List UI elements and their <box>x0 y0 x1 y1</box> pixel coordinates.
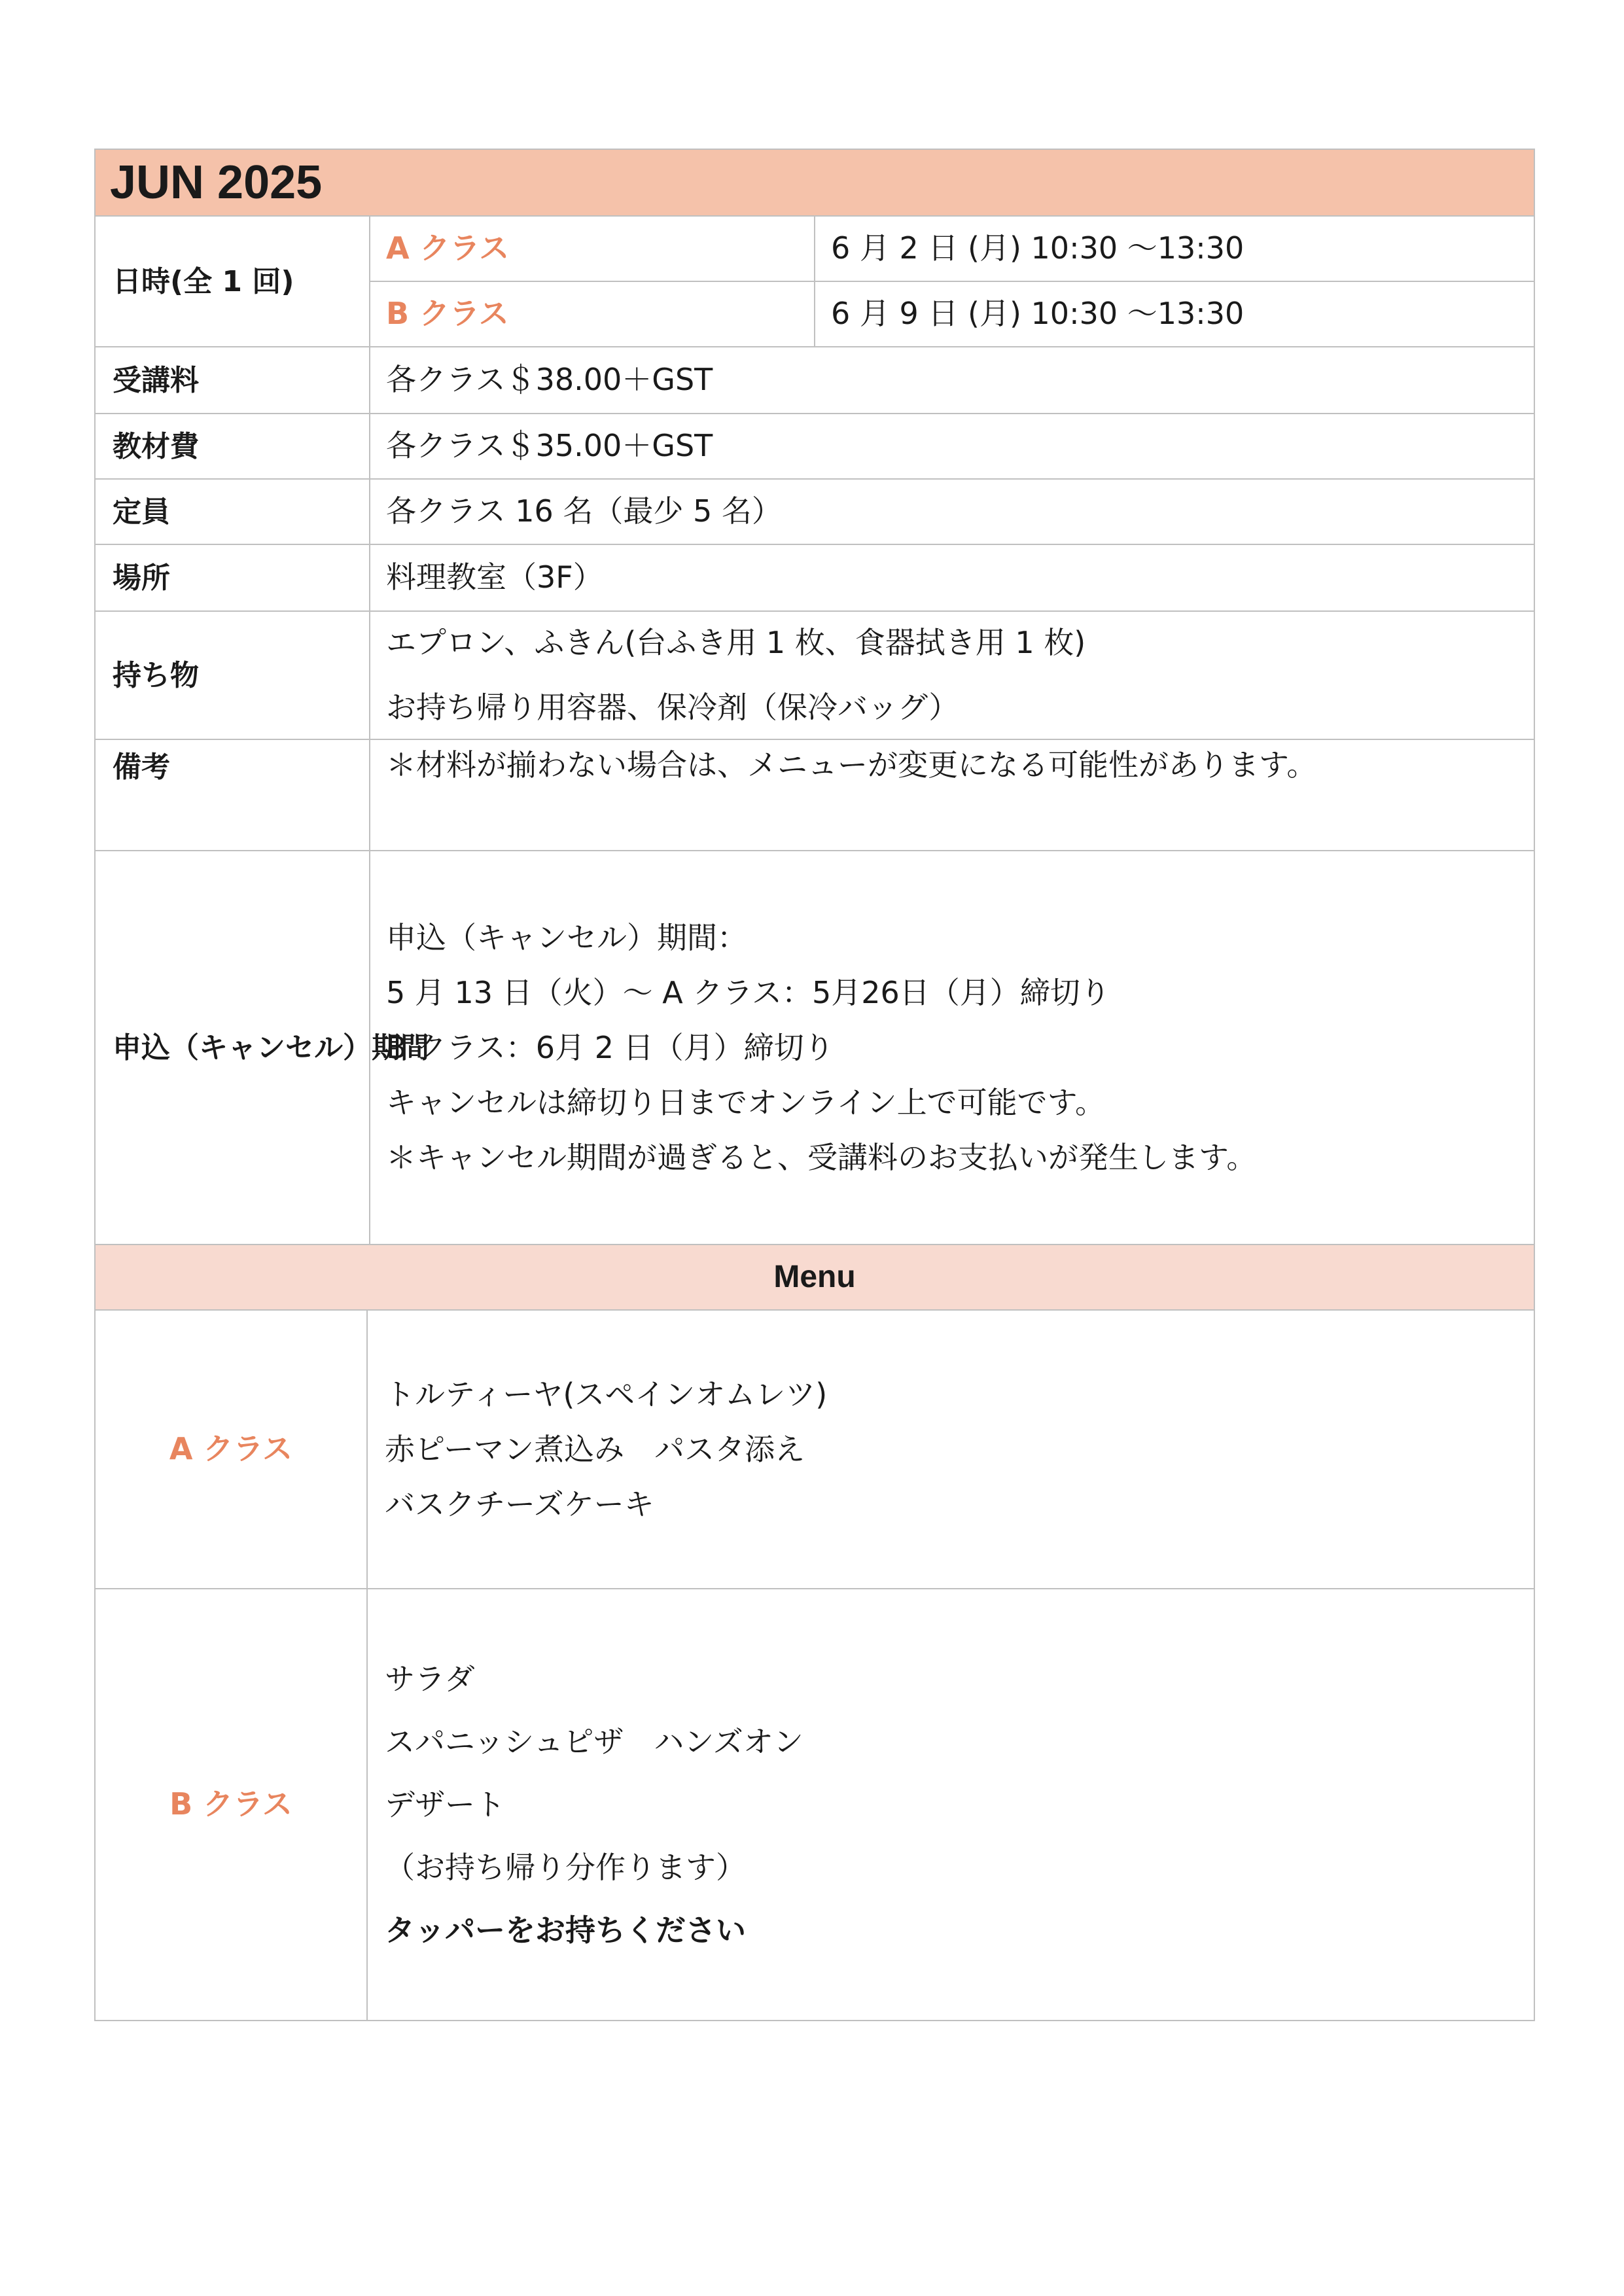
fee-value: 各クラス＄38.00＋GST <box>370 347 1534 414</box>
schedule-label: 日時(全 1 回) <box>95 216 370 347</box>
materials-row <box>95 414 1534 479</box>
menu-item: 赤ピーマン煮込み パスタ添え <box>385 1432 805 1467</box>
application-line: ＊キャンセル期間が過ぎると、受講料のお支払いが発生します。 <box>386 1140 1257 1175</box>
schedule-time-b: 6 月 9 日 (月) 10:30 〜13:30 <box>815 281 1534 347</box>
application-label: 申込（キャンセル）期間 <box>95 851 370 1245</box>
application-value <box>370 851 1534 1245</box>
menu-heading: Menu <box>95 1245 1534 1310</box>
application-line: 5 月 13 日（火）〜 A クラス：5月26日（月）締切り <box>386 975 1110 1010</box>
capacity-label: 定員 <box>95 479 370 544</box>
menu-emphasis: タッパーをお持ちください <box>385 1913 746 1948</box>
materials-value: 各クラス＄35.00＋GST <box>370 414 1534 479</box>
title-row <box>95 149 1534 216</box>
menu-row-a <box>95 1310 1534 1589</box>
fee-label: 受講料 <box>95 347 370 414</box>
info-table <box>94 149 1535 1245</box>
schedule-row-a <box>95 216 1534 281</box>
fee-row <box>95 347 1534 414</box>
schedule-class-b: B クラス <box>370 281 815 347</box>
document <box>94 149 1534 2021</box>
application-line: B クラス：6月 2 日（月）締切り <box>386 1030 834 1065</box>
menu-item: （お持ち帰り分作ります） <box>385 1850 746 1885</box>
menu-heading-row <box>95 1245 1534 1310</box>
items-line: エプロン、ふきん(台ふき用 1 枚、食器拭き用 1 枚) <box>386 624 1086 660</box>
schedule-time-a: 6 月 2 日 (月) 10:30 〜13:30 <box>815 216 1534 281</box>
menu-items-b <box>367 1589 1534 2021</box>
menu-item: トルティーヤ(スペインオムレツ) <box>385 1377 828 1412</box>
place-row <box>95 544 1534 611</box>
items-value <box>370 611 1534 739</box>
menu-item: デザート <box>385 1787 505 1822</box>
capacity-value: 各クラス 16 名（最少 5 名） <box>370 479 1534 544</box>
items-line: お持ち帰り用容器、保冷剤（保冷バッグ） <box>386 690 959 725</box>
notes-value: ＊材料が揃わない場合は、メニューが変更になる可能性があります。 <box>370 739 1534 851</box>
place-value: 料理教室（3F） <box>370 544 1534 611</box>
notes-row <box>95 739 1534 851</box>
materials-label: 教材費 <box>95 414 370 479</box>
menu-item: サラダ <box>385 1661 475 1697</box>
items-label: 持ち物 <box>95 611 370 739</box>
place-label: 場所 <box>95 544 370 611</box>
page-title: JUN 2025 <box>95 149 1534 216</box>
menu-table <box>94 1244 1535 2021</box>
schedule-class-a: A クラス <box>370 216 815 281</box>
application-line: キャンセルは締切り日までオンライン上で可能です。 <box>386 1085 1105 1120</box>
capacity-row <box>95 479 1534 544</box>
menu-items-a <box>367 1310 1534 1589</box>
menu-item: スパニッシュピザ ハンズオン <box>385 1724 803 1759</box>
menu-class-a: A クラス <box>95 1310 367 1589</box>
items-row <box>95 611 1534 739</box>
menu-item: バスクチーズケーキ <box>385 1487 654 1522</box>
menu-row-b <box>95 1589 1534 2021</box>
application-line: 申込（キャンセル）期間： <box>386 920 747 955</box>
notes-label: 備考 <box>95 739 370 851</box>
menu-class-b: B クラス <box>95 1589 367 2021</box>
application-row <box>95 851 1534 1245</box>
